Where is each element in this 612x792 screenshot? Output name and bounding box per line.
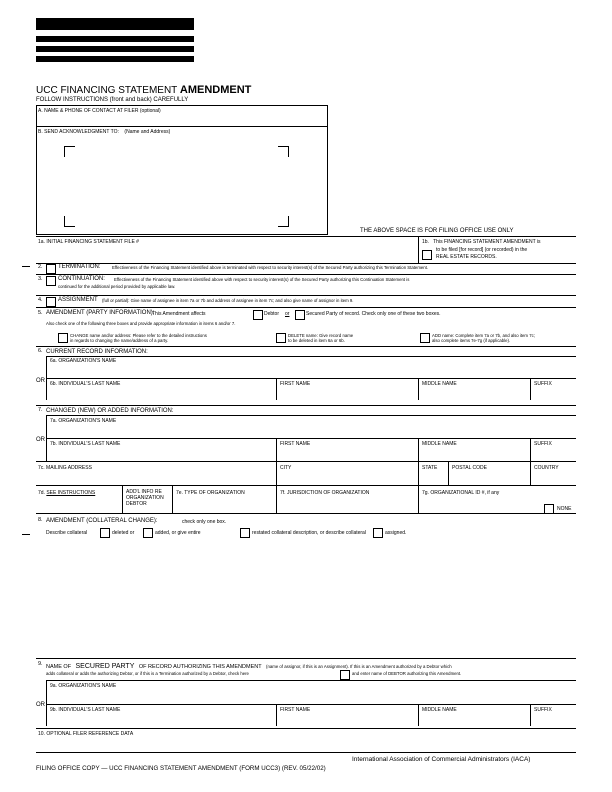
section-a-label: A. NAME & PHONE OF CONTACT AT FILER (optional) (38, 108, 161, 114)
middle-name-label: MIDDLE NAME (422, 707, 457, 713)
change-text: CHANGE name and/or address: Please refer to the detailed instructions in regards to changing the name/address of a party. (70, 333, 207, 343)
item-4-number: 4. (38, 297, 43, 303)
last-name-label: 7b. INDIVIDUAL'S LAST NAME (50, 441, 121, 447)
org-name-label: 7a. ORGANIZATION'S NAME (50, 418, 117, 424)
termination-checkbox[interactable] (46, 264, 56, 274)
describe-collateral-label: Describe collateral (46, 530, 88, 536)
item-9-line2: adds collateral or adds the authorizing Debtor, or if this is a Termination authorized by a Debtor, check here (46, 671, 249, 676)
deleted-label: deleted or (112, 530, 135, 536)
assigned-label: assigned. (385, 530, 407, 536)
section-b-label: B. SEND ACKNOWLEDGMENT TO: (Name and Address) (38, 129, 171, 135)
suffix-label: SUFFIX (534, 707, 552, 713)
postal-code-label: POSTAL CODE (452, 465, 488, 471)
change-checkbox[interactable] (58, 333, 68, 343)
footer-copy-label: FILING OFFICE COPY — UCC FINANCING STATEMENT AMENDMENT (FORM UCC3) (REV. 05/22/02) (36, 765, 326, 772)
debtor-label: Debtor (264, 311, 280, 317)
authorizing-org-name-field[interactable] (48, 689, 574, 701)
address-corner (64, 216, 75, 227)
city-label: CITY (280, 465, 292, 471)
or-label: OR (36, 437, 45, 443)
debtor-checkbox[interactable] (253, 310, 263, 320)
first-name-label: FIRST NAME (280, 381, 311, 387)
header-bar (36, 18, 194, 30)
item-3-number: 3. (38, 276, 43, 282)
amendment-affects-text: This Amendment affects (152, 311, 206, 317)
or-label: or (285, 311, 290, 317)
or-label: OR (36, 702, 45, 708)
collateral-description-field[interactable] (46, 540, 576, 655)
termination-title: TERMINATION: (58, 264, 101, 270)
addl-info-label: ADD'L INFO RE ORGANIZATION DEBTOR (126, 489, 164, 507)
item-7-number: 7. (38, 407, 43, 413)
restated-label: restated collateral description, or describe collateral (252, 530, 366, 536)
footer-organization: International Association of Commercial Administrators (IACA) (352, 756, 531, 763)
delete-checkbox[interactable] (276, 333, 286, 343)
type-of-organization-label: 7e. TYPE OF ORGANIZATION (176, 490, 245, 496)
address-corner (278, 216, 289, 227)
suffix-label: SUFFIX (534, 441, 552, 447)
item-1b-line2: to be filed [for record] (or recorded) in the (436, 247, 528, 253)
current-record-title: CURRENT RECORD INFORMATION: (46, 349, 148, 355)
item-9-number: 9. (38, 661, 43, 667)
item-2-number: 2. (38, 264, 43, 270)
deleted-checkbox[interactable] (100, 528, 110, 538)
continuation-text: Effectiveness of the Financing Statement identified above with respect to security interest(s) of the Secured Party authorizing this Continuation Statement is (114, 277, 410, 282)
add-checkbox[interactable] (420, 333, 430, 343)
continuation-text-2: continued for the additional period provided by applicable law. (58, 284, 176, 289)
item-1b-label: 1b. This FINANCING STATEMENT AMENDMENT is (422, 239, 541, 245)
add-text: ADD name: Complete item 7a or 7b, and also item 7c; also complete items 7e-7g (if applicable). (432, 333, 535, 343)
jurisdiction-label: 7f. JURISDICTION OF ORGANIZATION (280, 490, 370, 496)
item-1b-line3: REAL ESTATE RECORDS. (436, 254, 497, 260)
form-instructions: FOLLOW INSTRUCTIONS (front and back) CAREFULLY (36, 97, 189, 103)
restated-checkbox[interactable] (240, 528, 250, 538)
initial-file-number-field[interactable] (38, 246, 414, 260)
middle-name-label: MIDDLE NAME (422, 441, 457, 447)
termination-text: Effectiveness of the Financing Statement identified above is terminated with respect to security interest(s) of the Secured Party authorizing this Termination Statement. (112, 265, 429, 270)
assigned-checkbox[interactable] (373, 528, 383, 538)
header-bar (36, 36, 194, 42)
secured-party-title: NAME OF SECURED PARTY OF RECORD AUTHORIZING THIS AMENDMENT (name of assignor, if this is an Assignment). If this is an Amendment authorized by a Debtor which (46, 663, 452, 670)
country-label: COUNTRY (534, 465, 559, 471)
filing-office-note: THE ABOVE SPACE IS FOR FILING OFFICE USE ONLY (360, 228, 514, 234)
debtor-authorizing-checkbox[interactable] (340, 670, 350, 680)
form-title: UCC FINANCING STATEMENT AMENDMENT (36, 84, 252, 96)
item-6-number: 6. (38, 348, 43, 354)
mailing-address-label: 7c. MAILING ADDRESS (38, 465, 92, 471)
item-9-line2b: and enter name of DEBTOR authorizing this Amendment. (352, 671, 462, 676)
state-label: STATE (422, 465, 438, 471)
org-name-label: 9a. ORGANIZATION'S NAME (50, 683, 117, 689)
none-label: NONE (557, 506, 572, 512)
added-label: added, or give entire (155, 530, 201, 536)
real-estate-checkbox[interactable] (422, 250, 432, 260)
last-name-label: 9b. INDIVIDUAL'S LAST NAME (50, 707, 121, 713)
item-5-number: 5. (38, 310, 43, 316)
first-name-label: FIRST NAME (280, 707, 311, 713)
last-name-label: 6b. INDIVIDUAL'S LAST NAME (50, 381, 121, 387)
filer-reference-field[interactable] (38, 738, 574, 750)
secured-party-label: Secured Party of record. Check only one of these two boxes. (306, 311, 441, 317)
see-instructions-label: 7d. SEE INSTRUCTIONS (38, 490, 96, 496)
org-name-label: 6a. ORGANIZATION'S NAME (50, 358, 117, 364)
organizational-id-label: 7g. ORGANIZATIONAL ID #, if any (422, 490, 500, 496)
middle-name-label: MIDDLE NAME (422, 381, 457, 387)
item-5-also-text: Also check one of the following three boxes and provide appropriate information in items 6 and/or 7. (46, 321, 236, 326)
contact-field[interactable] (38, 115, 324, 125)
header-bar (36, 56, 194, 62)
item-8-number: 8. (38, 517, 43, 523)
assignment-checkbox[interactable] (46, 297, 56, 307)
collateral-change-title: AMENDMENT (COLLATERAL CHANGE): (46, 518, 158, 524)
continuation-title: CONTINUATION: (58, 276, 105, 282)
amendment-party-title: AMENDMENT (PARTY INFORMATION): (46, 310, 155, 316)
assignment-title: ASSIGNMENT (58, 297, 98, 303)
secured-party-checkbox[interactable] (295, 310, 305, 320)
collateral-check-only: check only one box. (182, 519, 227, 525)
continuation-checkbox[interactable] (46, 276, 56, 286)
header-bar (36, 46, 194, 52)
or-label: OR (36, 378, 45, 384)
first-name-label: FIRST NAME (280, 441, 311, 447)
new-org-name-field[interactable] (48, 424, 574, 436)
added-checkbox[interactable] (143, 528, 153, 538)
filer-reference-label: 10. OPTIONAL FILER REFERENCE DATA (38, 731, 134, 737)
current-org-name-field[interactable] (48, 364, 574, 376)
changed-info-title: CHANGED (NEW) OR ADDED INFORMATION: (46, 408, 174, 414)
delete-text: DELETE name: Give record name to be deleted in item 6a or 6b. (288, 333, 354, 343)
acknowledgment-address-field[interactable] (74, 156, 278, 216)
suffix-label: SUFFIX (534, 381, 552, 387)
address-corner (278, 146, 289, 157)
assignment-text: (full or partial): Give name of assignee in item 7a or 7b and address of assignee in item 7c; and also give name of assignor in item 9. (102, 298, 354, 303)
initial-file-number-label: 1a. INITIAL FINANCING STATEMENT FILE # (38, 239, 139, 245)
